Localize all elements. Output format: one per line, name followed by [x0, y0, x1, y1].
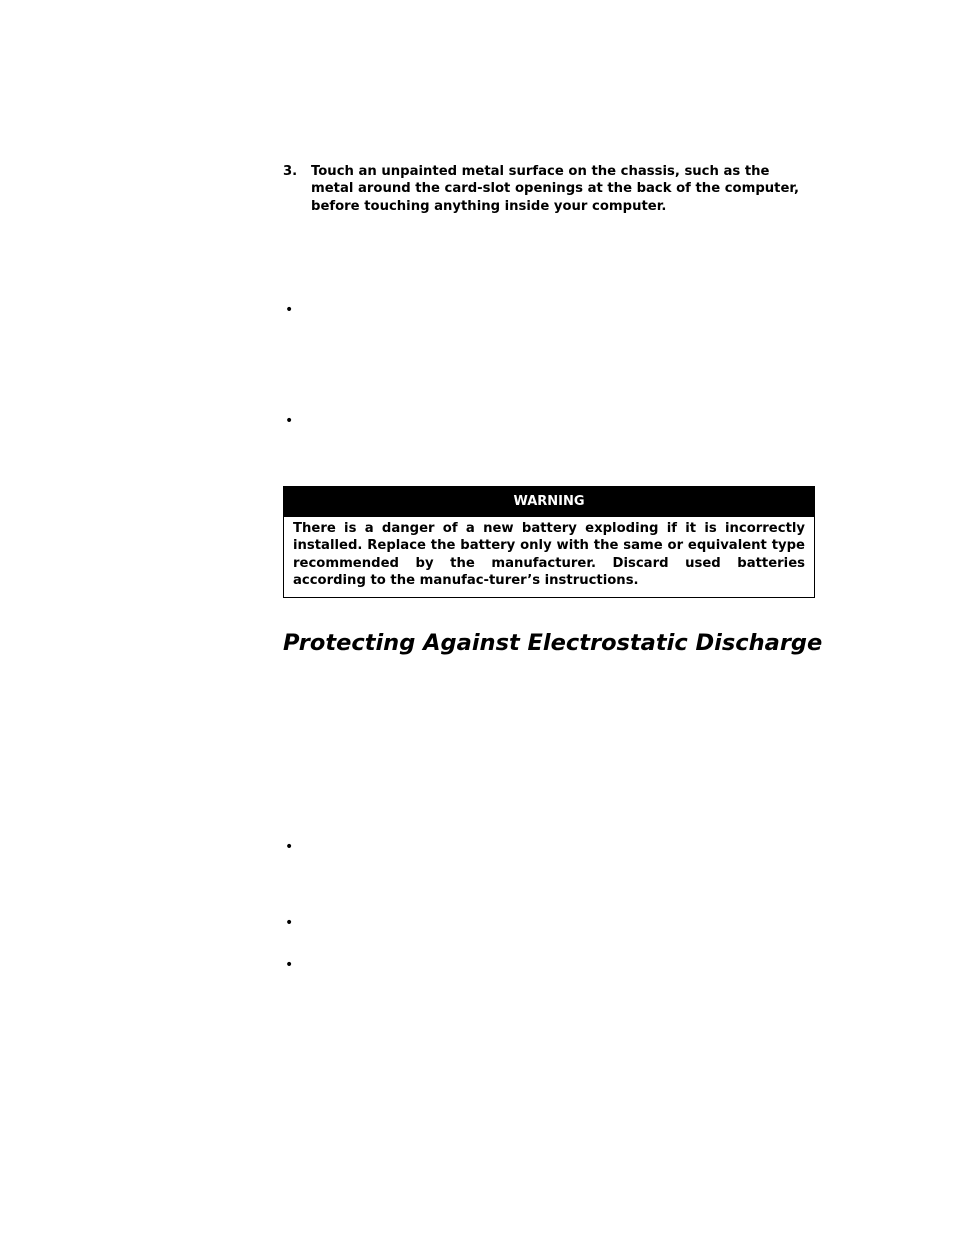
section-heading: Protecting Against Electrostatic Discharge [283, 630, 823, 656]
bullet-marker: • [285, 302, 294, 318]
bullet-marker: • [285, 839, 294, 855]
warning-box [283, 486, 815, 598]
bullet-marker: • [285, 413, 294, 429]
numbered-step [283, 163, 803, 215]
bullet-marker: • [285, 915, 294, 931]
warning-title: WARNING [284, 487, 814, 517]
warning-text: There is a danger of a new battery exploding if it is incorrectly installed. Replace the battery only with the same or equivalent type recommended by the manufacturer. Discard used batteries according to the manufac-turer’s instructions. [293, 521, 805, 588]
step-number: 3. [283, 164, 298, 179]
step-text: Touch an unpainted metal surface on the chassis, such as the metal around the card-slot openings at the back of the computer, before touching anything inside your computer. [311, 164, 800, 214]
bullet-marker: • [285, 957, 294, 973]
